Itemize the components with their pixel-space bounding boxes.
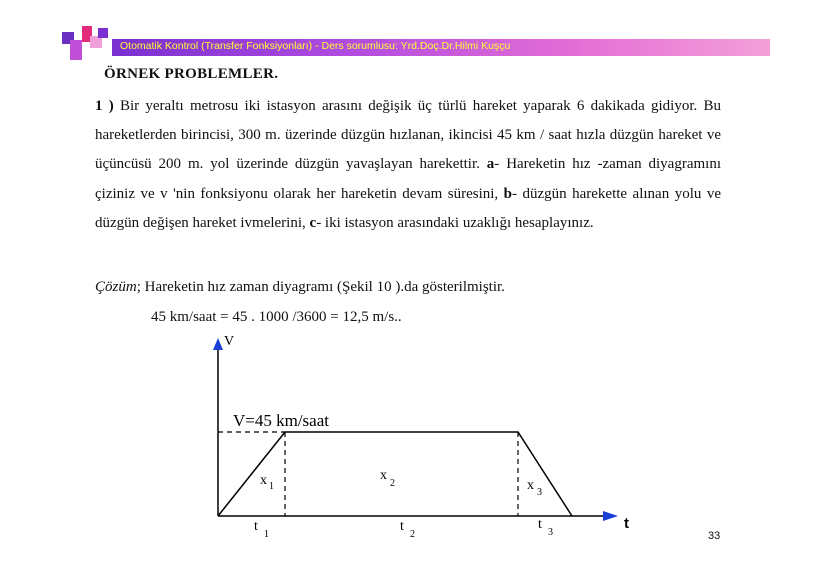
t3-label: t — [538, 517, 542, 532]
page-number: 33 — [708, 530, 721, 542]
problem-part1: Bir yeraltı metrosu iki istasyon arasını değişik üç türlü hareket yaparak 6 dakikada gidiyor. Bu hareketlerden birincisi, 300 m. üzerinde düzgün hızlanan, ikincisi 45 km / saat hızla düzgün hareket ve üçüncüsü 200 m. yol üzerinde düzgün yavaşlayan harekettir. — [95, 98, 721, 173]
x3-sub: 3 — [537, 487, 542, 498]
v-axis-arrow — [213, 338, 223, 350]
t2-sub: 2 — [410, 529, 415, 540]
label-a: a — [486, 156, 495, 173]
label-c: c — [309, 214, 317, 231]
x1-label: x — [260, 473, 267, 488]
velocity-profile — [218, 432, 572, 516]
problem-part2: - Hareketin hız -zaman diyagramını çiziniz ve v 'nin fonksiyonu olarak her hareketin devam süresini, — [95, 156, 721, 202]
t1-sub: 1 — [264, 529, 269, 540]
x2-sub: 2 — [390, 478, 395, 489]
x3-label: x — [527, 478, 534, 493]
v-axis-label: V — [224, 334, 235, 349]
t1-label: t — [254, 519, 258, 534]
t-axis-arrow — [603, 511, 618, 521]
solution-text: ; Hareketin hız zaman diyagramı (Şekil 10 ).da gösterilmiştir. — [136, 279, 505, 295]
speed-conversion: 45 km/saat = 45 . 1000 /3600 = 12,5 m/s.. — [151, 309, 402, 325]
solution-label: Çözüm — [95, 279, 137, 295]
problem-part3: - düzgün harekette alınan yolu ve düzgün değişen hareket ivmelerini, — [95, 185, 721, 231]
problem-part4: - iki istasyon arasındaki uzaklığı hesaplayınız. — [316, 214, 594, 231]
t-axis-label: t — [624, 515, 629, 532]
section-title: ÖRNEK PROBLEMLER. — [104, 66, 279, 82]
t2-label: t — [400, 519, 404, 534]
problem-number: 1 ) — [95, 98, 114, 114]
x2-label: x — [380, 468, 387, 483]
x1-sub: 1 — [269, 481, 274, 492]
banner-title: Otomatik Kontrol (Transfer Fonksiyonları) - Ders sorumlusu: Yrd.Doç.Dr.Hilmi Kuşçu — [120, 40, 511, 52]
t3-sub: 3 — [548, 527, 553, 538]
label-b: b — [503, 185, 512, 202]
speed-label: V=45 km/saat — [233, 411, 329, 430]
